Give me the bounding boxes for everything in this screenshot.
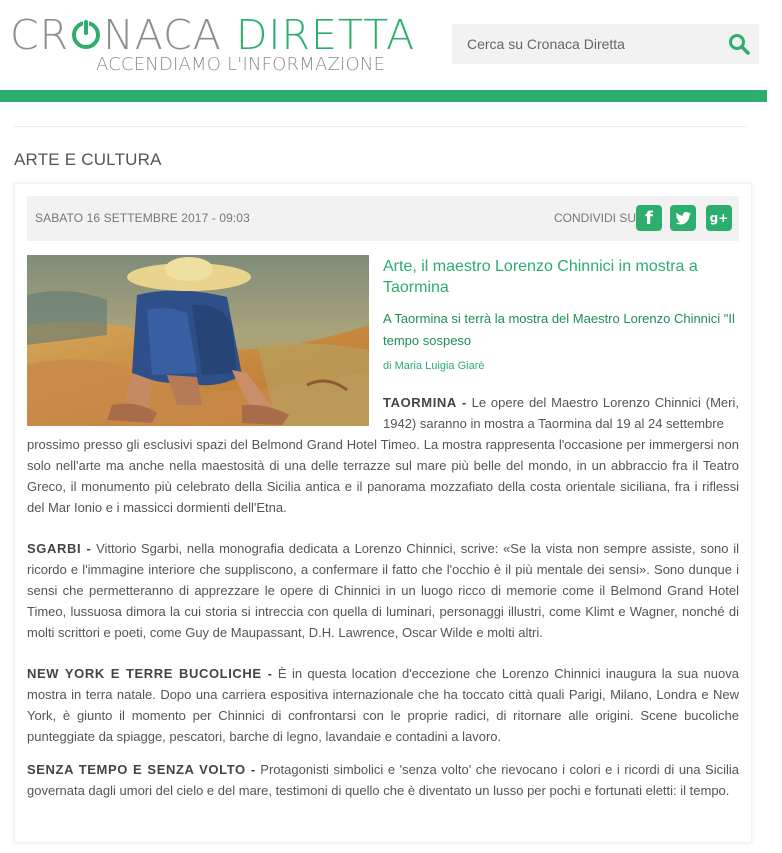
search-icon	[727, 32, 751, 56]
article-author[interactable]: di Maria Luigia Giarè	[383, 360, 485, 372]
article-subtitle: A Taormina si terrà la mostra del Maestro Lorenzo Chinnici "Il tempo sospeso	[383, 311, 735, 348]
paragraph-lead: NEW YORK E TERRE BUCOLICHE -	[27, 666, 273, 681]
twitter-icon	[674, 209, 692, 227]
article-meta-bar	[27, 196, 739, 241]
divider	[14, 126, 747, 127]
share-label: CONDIVIDI SU	[554, 211, 637, 225]
logo-text-naca: NACA	[103, 11, 222, 59]
paragraph-lead: SENZA TEMPO E SENZA VOLTO -	[27, 762, 256, 777]
paragraph-lead: TAORMINA -	[383, 395, 467, 410]
power-icon	[70, 13, 102, 45]
header-accent-bar	[0, 90, 767, 102]
site-header	[0, 0, 767, 90]
article-date: SABATO 16 SETTEMBRE 2017 - 09:03	[35, 211, 250, 225]
article-paragraph-2	[27, 538, 739, 643]
googleplus-icon: g+	[709, 211, 729, 225]
facebook-icon: f	[645, 207, 653, 229]
paragraph-text: È in questa location d'eccezione che Lorenzo Chinnici inaugura la sua nuova mostra in terra natale. Dopo una carriera espositiva internazionale che ha toccato città quali Parigi, Milano, Londra e New York, è giunto il momento per Chinnici di confrontarsi con le proprie radici, di ritornare alle origini. Scene bucoliche punteggiate da spiagge, pescatori, barche di legno, lavandaie e contadini a lavoro.	[27, 666, 739, 744]
paragraph-lead: SGARBI -	[27, 541, 92, 556]
paragraph-text: Le opere del Maestro Lorenzo Chinnici (Meri, 1942) saranno in mostra a Taormina dal 19 al 24 settembre	[383, 395, 739, 431]
paragraph-text: Protagonisti simbolici e 'senza volto' che rievocano i colori e i ricordi di una Sicilia governata dagli umori del cielo e del mare, testimoni di quello che è diventato un lusso per pochi e fortunati eletti: il tempo.	[27, 762, 739, 798]
painting-illustration	[27, 255, 369, 426]
search-box	[452, 24, 759, 64]
article-headline[interactable]: Arte, il maestro Lorenzo Chinnici in mostra a Taormina	[383, 258, 698, 296]
article-paragraph-4	[27, 759, 739, 801]
section-title[interactable]: ARTE E CULTURA	[14, 150, 162, 169]
search-button[interactable]	[727, 32, 751, 56]
paragraph-text: Vittorio Sgarbi, nella monografia dedicata a Lorenzo Chinnici, scrive: «Se la vista non sempre assiste, sono il ricordo e l'immagine interiore che suppliscono, a confermare il fatto che l'occhio è il più mentale dei sensi». Sono dunque i sensi che permetteranno di apprezzare le opere di Chinnici in un luogo ricco di memorie come il Belmond Grand Hotel Timeo, lussuosa dimora la cui storia si intreccia con quella di luminari, personaggi illustri, come Klimt e Wagner, nonché di molti scrittori e poeti, come Guy de Maupassant, D.H. Lawrence, Oscar Wilde e molti altri.	[27, 541, 739, 640]
site-logo[interactable]	[10, 11, 416, 75]
article-paragraph-1-cont: prossimo presso gli esclusivi spazi del Belmond Grand Hotel Timeo. La mostra rappresenta l'occasione per immergersi non solo nell'arte ma anche nella maestosità di una delle terrazze sul mare più belle del mondo, in un abbraccio fra il Teatro Greco, il monumento più celebrato della Sicilia antica e il panorama mozzafiato della costa orientale siciliana, fra i riflessi del Mar Ionio e i massicci dormienti dell'Etna.	[27, 437, 739, 515]
article-paragraph-3	[27, 663, 739, 747]
article-paragraph-1-start	[383, 392, 739, 434]
share-googleplus-button[interactable]	[706, 205, 732, 231]
logo-text-diretta: DIRETTA	[235, 11, 416, 59]
logo-tagline: ACCENDIAMO L'INFORMAZIONE	[96, 54, 386, 75]
share-facebook-button[interactable]	[636, 205, 662, 231]
logo-wordmark	[10, 12, 415, 58]
search-input[interactable]	[452, 24, 712, 64]
article-image[interactable]	[27, 255, 369, 426]
logo-text-cr: CR	[10, 11, 70, 59]
share-twitter-button[interactable]	[670, 205, 696, 231]
